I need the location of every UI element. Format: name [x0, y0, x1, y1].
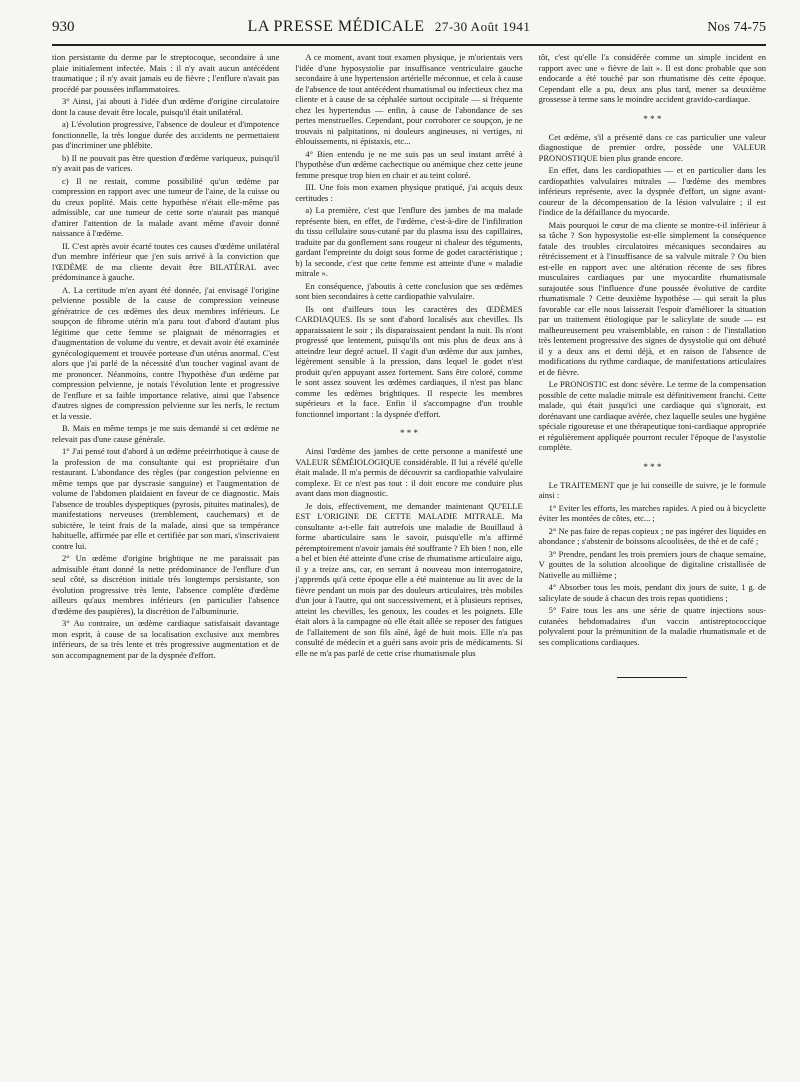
paragraph: Je dois, effectivement, me demander maintenant QU'ELLE EST L'ORIGINE DE CETTE MALADIE MITRALE. Ma consultante a-t-elle fait autrefois une maladie de Bouillaud à forme abarticulaire sans le savoir, puisqu'elle m'a affirmé péremptoirement n'avoir jamais été souffrante ? Eh bien ! non, elle a bel et bien été atteinte d'une crise de rhumatisme articulaire aigu, il y a treize ans, car, en serrant à nouveau mon interrogatoire, j'apprends qu'à cette époque elle a été maintenue au lit avec de la fièvre pendant un mois par des douleurs articulaires, très mobiles d'un jour à l'autre, qui ont successivement, et à plusieurs reprises, atteint les chevilles, les genoux, les coudes et les poignets. Elle était alors à la campagne où elle était allée se reposer des fatigues de l'allaitement de son fils aîné, âgé de huit mois. Elle n'a pas consulté de médecin et a guéri sans avoir pris de médicaments. Si elle ne m'a pas parlé de cette crise rhumatismale plus — [295, 500, 523, 658]
paragraph: 4° Bien entendu je ne me suis pas un seul instant arrêté à l'hypothèse d'un œdème cachectique ou anémique chez cette jeune femme presque trop bien en chair et au teint coloré. — [295, 148, 523, 180]
paragraph: En conséquence, j'aboutis à cette conclusion que ses œdèmes sont bien secondaires à cette cardiopathie valvulaire. — [295, 280, 523, 301]
journal-title-line — [122, 18, 656, 36]
paragraph: Le TRAITEMENT que je lui conseille de suivre, je le formule ainsi : — [538, 479, 766, 500]
section-separator: * * * — [643, 461, 662, 472]
paragraph: a) La première, c'est que l'enflure des jambes de ma malade représente bien, en effet, de l'œdème, c'est-à-dire de l'infiltration du tissu cellulaire sous-cutané par du plasma issu des capillaires, traduite par du gonflement sans rougeur ni chaleur des téguments, gardant l'empreinte du doigt sous forme de godet caractéristique ; b) la seconde, c'est que cette femme est atteinte d'une « maladie mitrale ». — [295, 205, 523, 278]
paragraph: c) Il ne restait, comme possibilité qu'un œdème par compression en rapport avec une tumeur de l'aine, de la cuisse ou du creux poplité. Mais cette hypothèse n'était elle-même pas admissible, car une tumeur de cette sorte n'aurait pas manqué d'attirer l'attention de la malade avant même d'avoir donné naissance à l'œdème. — [52, 175, 280, 238]
paragraph: 2° Ne pas faire de repas copieux ; ne pas ingérer des liquides en abondance ; s'abstenir de boissons alcoolisées, de thé et de café ; — [538, 525, 766, 546]
paragraph: 5° Faire tous les ans une série de quatre injections sous-cutanées hebdomadaires d'un vaccin antistreptococcique polyvalent pour la prémunition de la maladie rhumatismale et de ses complications cardiaques. — [538, 605, 766, 647]
paragraph: Mais pourquoi le cœur de ma cliente se montre-t-il inférieur à sa tâche ? Son hyposystolie est-elle simplement la conséquence fatale des troubles circulatoires mécaniques secondaires au rétrécissement et à l'insuffisance de sa valvule mitrale ? Ou bien est-elle en rapport avec une altération récente de ses fibres musculaires cardiaques par une myocardite rhumatismale surajoutée sous l'influence d'une poussée évolutive de cardite rhumatismale ? Cette deuxième hypothèse — qui serait la plus favorable car elle nous laisserait l'espoir d'améliorer la situation par un traitement étiologique par le salicylate de soude — est malheureusement peu vraisemblable, en raison : de l'installation très lentement progressive des signes de dysystolie qui ont débuté il y a deux ans et demi déjà, et en raison de l'absence de modifications du rythme cardiaque, de manifestations articulaires et de fièvre. — [538, 219, 766, 377]
paragraph: En effet, dans les cardiopathies — et en particulier dans les cardiopathies valvulaires mitrales — l'œdème des membres inférieurs représente, avec la dyspnée d'effort, un signe avant-coureur de la décompensation de la lésion valvulaire ; il est l'indice de la défaillance du myocarde. — [538, 165, 766, 217]
paragraph: A. La certitude m'en ayant été donnée, j'ai envisagé l'origine pelvienne possible de la cause de compression veineuse génératrice de ces œdèmes des deux membres inférieurs. Le soupçon de fibrome utérin m'a paru tout d'abord d'autant plus légitime que cette femme se plaignait de ménorragies et d'augmentation de volume du ventre, et devait avoir été examinée gynécologiquement et trouvée porteuse d'un utérus anormal. C'est alors que j'ai parlé de la nécessité d'un toucher vaginal avant de me prononcer. Néanmoins, contre l'hypothèse d'un œdème par compression pelvienne, je notais l'évolution lente et progressive de l'enflure et sa faible importance relative, ainsi que l'absence d'autres signes de compression pelvienne sur les nerfs, le rectum et la vessie. — [52, 284, 280, 421]
paragraph: Cet œdème, s'il a présenté dans ce cas particulier une valeur diagnostique de premier ordre, possède une VALEUR PRONOSTIQUE bien plus grande encore. — [538, 131, 766, 163]
column-3 — [539, 52, 766, 1072]
page-number: 930 — [52, 19, 75, 35]
paragraph: III. Une fois mon examen physique pratiqué, j'ai acquis deux certitudes : — [295, 182, 523, 203]
paragraph: 3° Au contraire, un œdème cardiaque satisfaisait davantage mon esprit, à cause de sa localisation exclusive aux membres inférieurs, de sa très lente et très progressive augmentation et de son accompagnement par de la dyspnée d'effort. — [52, 618, 280, 660]
paragraph: A ce moment, avant tout examen physique, je m'orientais vers l'idée d'une hyposystolie par insuffisance ventriculaire gauche secondaire à une hypertension artérielle méconnue, et cela à cause de l'absence de tout antécédent rhumatismal ou infectieux chez ma cliente et à cause de sa céphalée surtout occipitale — si fréquente chez les hypertendus — enfin, à cause de l'abondance de ses pertes menstruelles. Cependant, pour corroborer ce soupçon, je ne trouvais ni palpitations, ni douleurs angineuses, ni vertiges, ni éblouissements, ni épistaxis, etc... — [295, 52, 523, 146]
paragraph: B. Mais en même temps je me suis demandé si cet œdème ne relevait pas d'une cause générale. — [52, 423, 280, 444]
issue-date: 27-30 Août 1941 — [434, 19, 531, 34]
paragraph: Ainsi l'œdème des jambes de cette personne a manifesté une VALEUR SÉMÉIOLOGIQUE considérable. Il lui a révélé qu'elle était malade. Il m'a permis de découvrir sa cardiopathie valvulaire complexe. Et ce n'est pas tout : il doit encore me conduire plus avant dans mon diagnostic. — [295, 446, 523, 498]
paragraph: 1° Eviter les efforts, les marches rapides. A pied ou à bicyclette éviter les montées de côtes, etc... ; — [538, 502, 766, 523]
column-2 — [295, 52, 522, 1072]
paragraph: II. C'est après avoir écarté toutes ces causes d'œdème unilatéral d'un membre inférieur que j'en suis arrivé à la conviction que l'ŒDÈME de ma cliente devait être BILATÉRAL avec prédominance à gauche. — [52, 240, 280, 282]
paragraph: tôt, c'est qu'elle l'a considérée comme un simple incident en rapport avec une « fièvre de lait ». Il est donc probable que son endocarde a été touché par son rhumatisme dès cette époque. Cependant elle a pu, deux ans plus tard, mener sa deuxième grossesse à terme sans le moindre accident gravido-cardiaque. — [538, 52, 766, 104]
end-of-article-rule — [617, 677, 687, 678]
paragraph: a) L'évolution progressive, l'absence de douleur et d'impotence fonctionnelle, la très longue durée des accidents ne permettaient pas d'incriminer une phlébite. — [52, 119, 280, 150]
paragraph: 3° Prendre, pendant les trois premiers jours de chaque semaine, V gouttes de la solution alcoolique de digitaline cristallisée de Nativelle au millième ; — [538, 548, 766, 580]
paragraph: 4° Absorber tous les mois, pendant dix jours de suite, 1 g. de salicylate de soude à chacun des trois repas quotidiens ; — [538, 582, 766, 603]
section-separator: * * * — [643, 113, 662, 124]
paragraph: Ils ont d'ailleurs tous les caractères des ŒDÈMES CARDIAQUES. Ils se sont d'abord localisés aux chevilles. Ils apparaissaient le soir ; ils disparaissaient pendant la nuit. Ils n'ont progressé que lentement, puisqu'ils ont mis plus de deux ans à atteindre leur degré actuel. Il s'agit d'un œdème dur aux jambes, légèrement sensible à la pression, dans lequel le godet n'est produit qu'en appuyant assez fortement. Sans être coloré, comme le sont assez souvent les œdèmes cardiaques, il n'est pas blanc comme les œdèmes brightiques. Il respecte les membres supérieurs et la face. Enfin il s'accompagne d'un trouble fonctionnel important : la dyspnée d'effort. — [295, 303, 523, 419]
paragraph: tion persistante du derme par le streptocoque, secondaire à une plaie initialement infectée. Mais : il n'y avait aucun antécédent traumatique ; il n'y avait jamais eu de fièvre ; l'enflure n'avait pas procédé par poussées inflammatoires. — [52, 52, 280, 94]
header-rule — [52, 44, 766, 46]
column-1 — [52, 52, 279, 1072]
page-header — [52, 18, 766, 42]
journal-name: LA PRESSE MÉDICALE — [247, 18, 425, 35]
paragraph: 2° Un œdème d'origine brightique ne me paraissait pas admissible étant donné la nette prédominance de l'enflure d'un seul côté, sa discrétion initiale très longtemps persistante, son évolution progressive très lente, l'absence complète d'œdème ailleurs qu'aux membres inférieurs (en particulier l'absence d'œdème des paupières), la discrétion de l'albuminurie. — [52, 553, 280, 616]
paragraph: b) Il ne pouvait pas être question d'œdème variqueux, puisqu'il n'y avait pas de varices. — [52, 152, 280, 173]
paragraph: 1° J'ai pensé tout d'abord à un œdème préeirrhotique à cause de la profession de ma consultante qui est propriétaire d'un restaurant. L'abondance des règles (par congestion pelvienne en même temps que par dyscrasie sanguine) et l'augmentation de volume de l'abdomen plaidaient en faveur de ce diagnostic. Mais l'absence de troubles dyspeptiques (pyrosis, pituites matinales), de manifestations nerveuses (tremblement, cauchemars) et de subictère, le teint frais de la malade, ainsi que sa tempérance habituelle, affirmée par elle et certifiée par son mari, s'inscrivaient contre lui. — [52, 446, 280, 551]
paragraph: Le PRONOSTIC est donc sévère. Le terme de la compensation possible de cette maladie mitrale est définitivement franchi. Cette malade, qui était jusqu'ici une cardiaque qui s'ignorait, est dorénavant une cardiaque avérée, chez laquelle seules une hygiène spéciale rigoureuse et une thérapeutique toni-cardiaque appropriée et régulièrement appliquée pourront reculer l'époque de l'asystolie complète. — [538, 379, 766, 452]
section-separator: * * * — [399, 428, 418, 438]
issue-number: Nos 74-75 — [707, 20, 766, 35]
paragraph: 3° Ainsi, j'ai abouti à l'idée d'un œdème d'origine circulatoire dont la cause devait être locale, puisqu'il était unilatéral. — [52, 96, 280, 117]
article-body — [52, 52, 766, 1072]
